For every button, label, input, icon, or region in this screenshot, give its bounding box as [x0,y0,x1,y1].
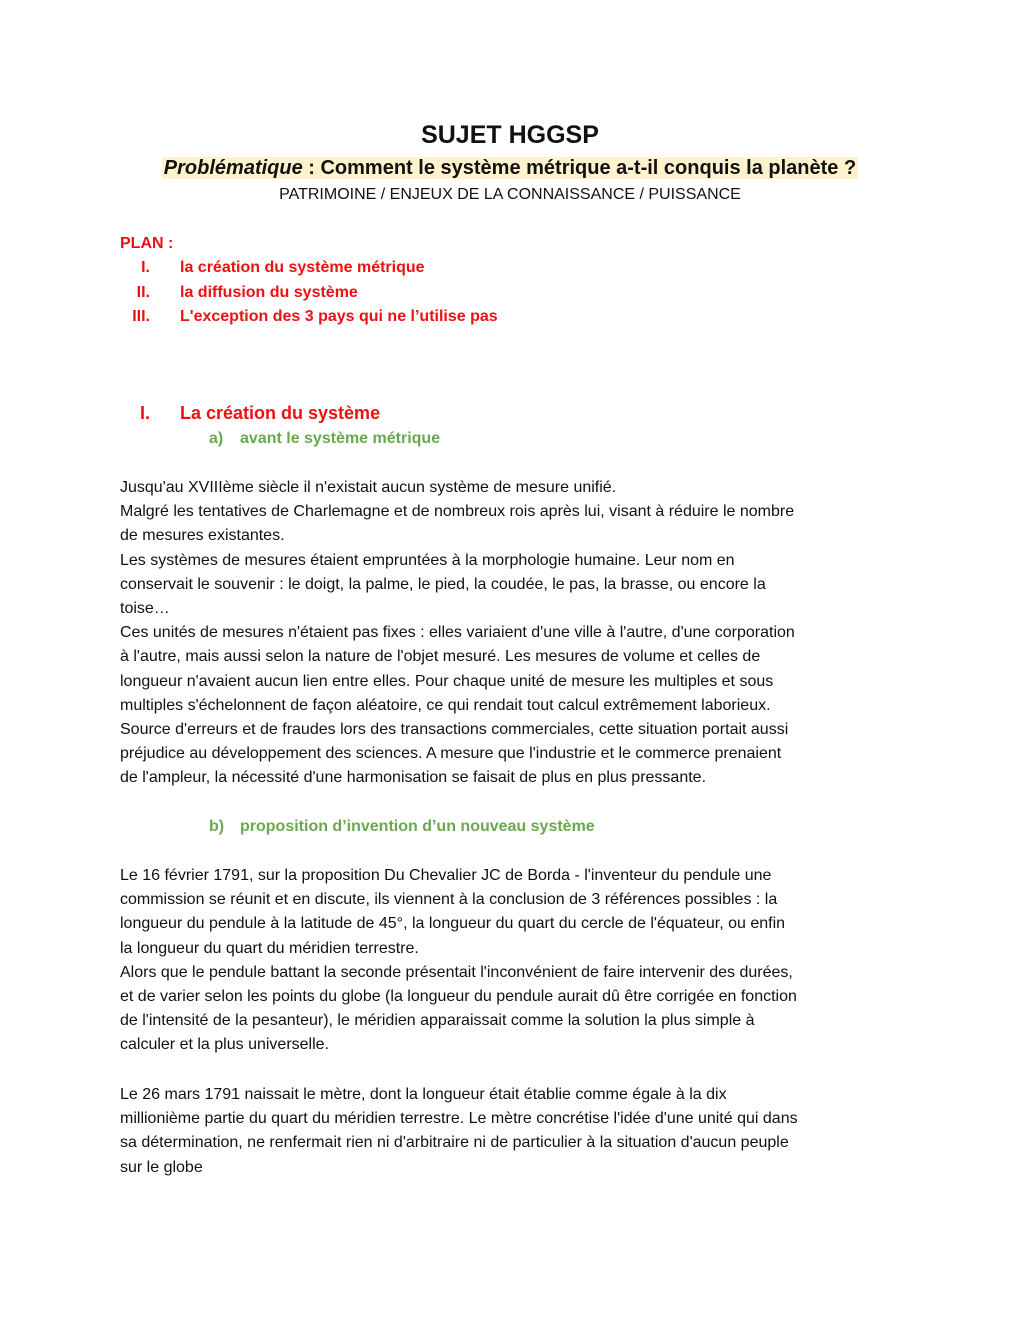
document-title: SUJET HGGSP [421,121,599,149]
text-line: de l'intensité de la pesanteur), le méridien apparaissait comme la solution la plus simple à [120,1012,755,1030]
text-line: préjudice au développement des sciences. A mesure que l'industrie et le commerce prenaient [120,745,782,763]
paragraph-a [120,476,910,791]
subsection-number: b) [209,818,225,835]
text-line: toise… [120,600,170,618]
text-line: calculer et la plus universelle. [120,1036,329,1054]
plan-item-text: la diffusion du système [180,284,358,301]
section-number: I. [139,403,150,423]
text-line: commission se réunit et en discute, ils viennent à la conclusion de 3 références possibles : la [120,891,778,909]
text-line: sa détermination, ne renfermait rien ni d'arbitraire ni de particulier à la situation d'aucun peuple [120,1134,789,1152]
text-line: millionième partie du quart du méridien terrestre. Le mètre concrétise l'idée d'une unité qui dans [120,1110,798,1128]
subsection-title: proposition d’invention d’un nouveau système [240,818,595,835]
section-title: La création du système [180,403,381,423]
problematique-text: : Comment le système métrique a-t-il conquis la planète ? [302,157,857,179]
text-line: Le 26 mars 1791 naissait le mètre, dont la longueur était établie comme égale à la dix [120,1086,727,1103]
text-line: conservait le souvenir : le doigt, la palme, le pied, la coudée, le pas, la brasse, ou encore la [120,575,766,593]
text-line: Le 16 février 1791, sur la proposition Du Chevalier JC de Borda - l'inventeur du pendule une [120,867,772,884]
problematique-highlight [162,157,858,179]
text-line: multiples s'échelonnent de façon aléatoire, ce qui rendait tout calcul extrêmement laborieux. [120,696,771,714]
plan-item-number: III. [132,308,150,325]
subsection-title: avant le système métrique [240,430,441,447]
text-line: et de varier selon les points du globe (la longueur du pendule aurait dû être corrigée en fonction [120,988,797,1006]
text-line: Ces unités de mesures n'étaient pas fixes : elles variaient d'une ville à l'autre, d'une corporation [120,624,795,642]
plan-item-text: la création du système métrique [180,259,425,276]
text-line: sur le globe [120,1158,203,1176]
themes-line: PATRIMOINE / ENJEUX DE LA CONNAISSANCE / PUISSANCE [279,186,741,203]
text-line: longueur n'avaient aucun lien entre elles. Pour chaque unité de mesure les multiples et sous [120,672,774,690]
problematique-line [0,154,1020,182]
subsection-number: a) [209,430,224,447]
plan-heading: PLAN : [120,235,174,252]
paragraph-b1 [120,864,910,1058]
problematique-label: Problématique [163,157,303,179]
text-line: Malgré les tentatives de Charlemagne et de nombreux rois après lui, visant à réduire le nombre [120,503,795,521]
text-line: Source d'erreurs et de fraudes lors des transactions commerciales, cette situation portait aussi [120,721,789,739]
text-line: la longueur du quart du méridien terrestre. [120,939,419,957]
paragraph-b2 [120,1083,910,1180]
text-line: longueur du pendule à la latitude de 45°, la longueur du quart du cercle de l'équateur, ou enfin [120,915,786,933]
text-line: de l'ampleur, la nécessité d'une harmonisation se faisait de plus en plus pressante. [120,769,707,787]
plan-item-number: II. [136,284,150,301]
text-line: Jusqu'au XVIIIème siècle il n'existait aucun système de mesure unifié. [120,479,617,496]
plan-item-text: L'exception des 3 pays qui ne l’utilise pas [180,308,498,325]
text-line: Alors que le pendule battant la seconde présentait l'inconvénient de faire intervenir des durées, [120,963,793,981]
text-line: à l'autre, mais aussi selon la nature de l'objet mesuré. Les mesures de volume et celles de [120,648,761,666]
text-line: Les systèmes de mesures étaient empruntées à la morphologie humaine. Leur nom en [120,551,735,569]
plan-item-number: I. [141,259,150,276]
text-line: de mesures existantes. [120,527,285,545]
